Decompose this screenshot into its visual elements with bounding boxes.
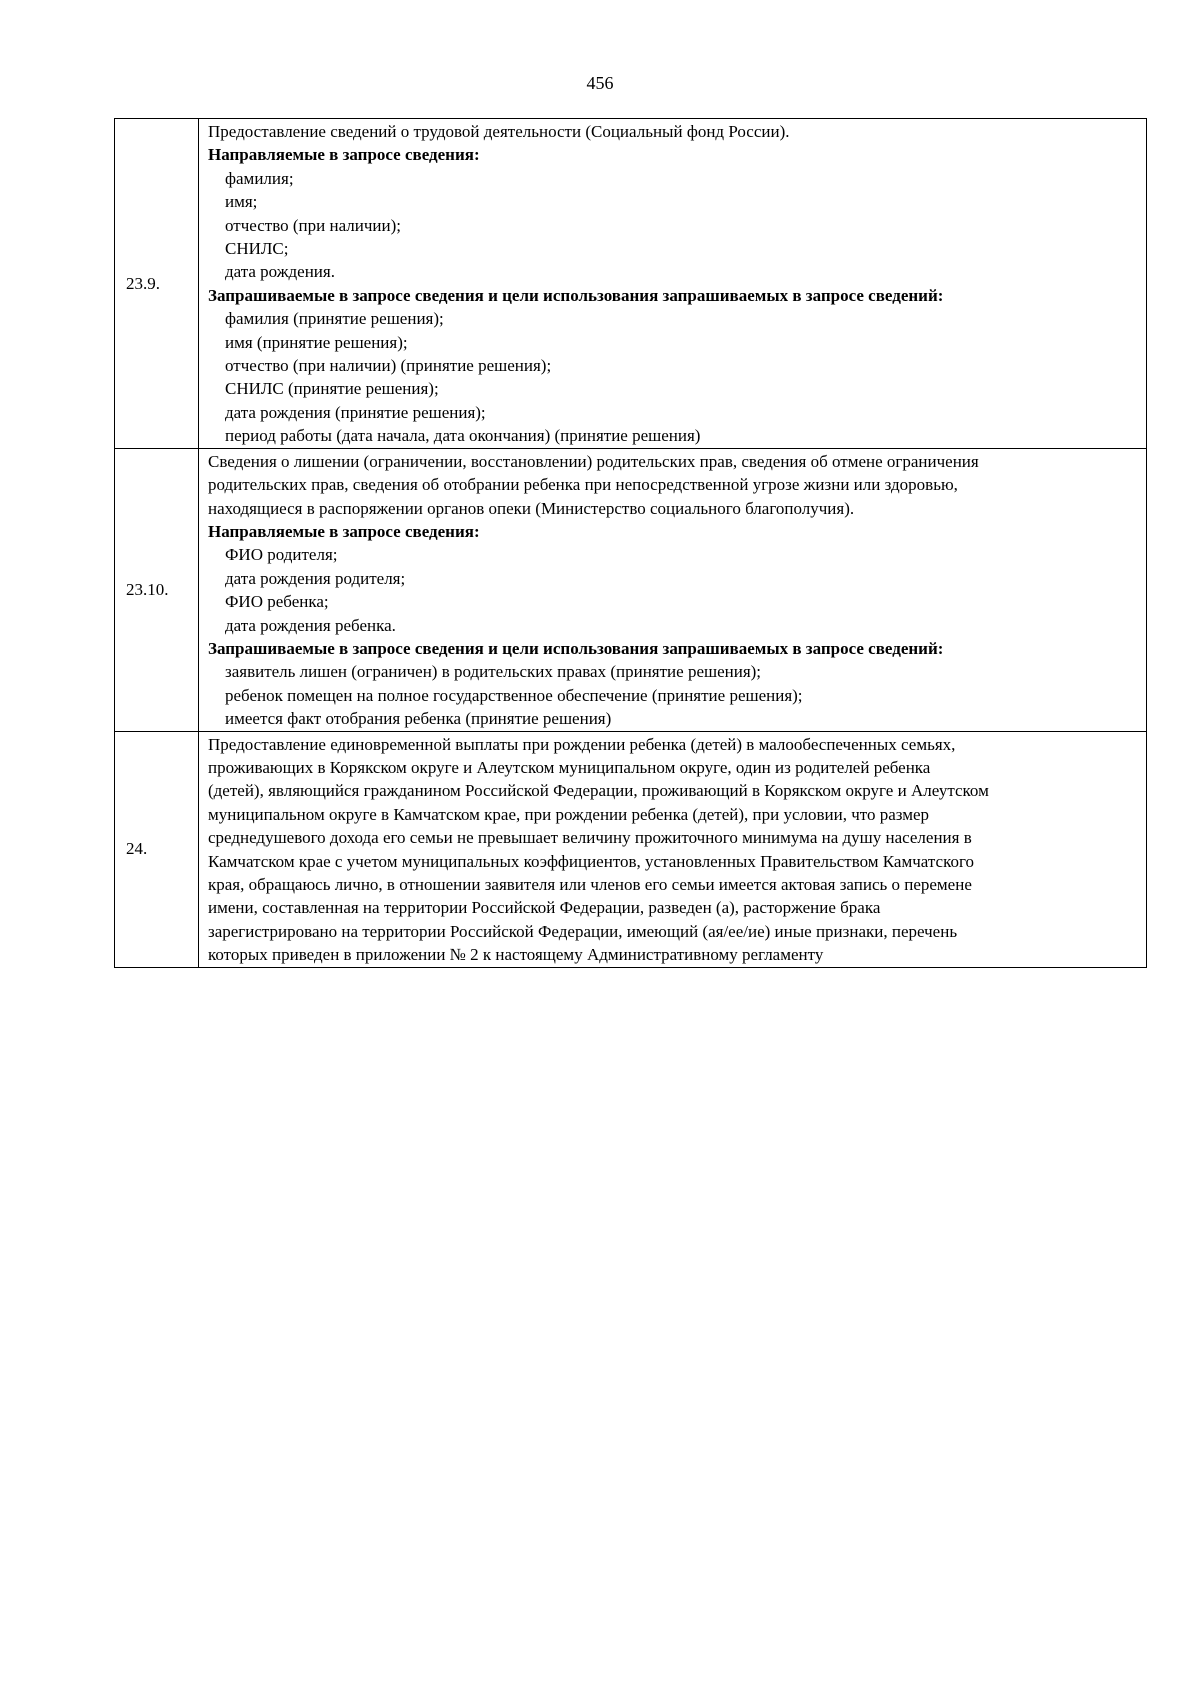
text-line: (детей), являющийся гражданином Российской Федерации, проживающий в Корякском округе и Алеутском xyxy=(208,781,989,801)
requested-heading: Запрашиваемые в запросе сведения и цели использования запрашиваемых в запросе сведений: xyxy=(208,285,944,305)
row-content xyxy=(199,448,1147,731)
list-item: ФИО родителя; xyxy=(225,545,338,565)
list-item: отчество (при наличии); xyxy=(225,215,401,235)
list-item: фамилия; xyxy=(225,168,294,188)
row-number: 24. xyxy=(115,731,199,967)
text-line: Камчатском крае с учетом муниципальных коэффициентов, установленных Правительством Камчатского xyxy=(208,851,975,871)
list-item: СНИЛС (принятие решения); xyxy=(225,379,439,399)
list-item: ребенок помещен на полное государственное обеспечение (принятие решения); xyxy=(225,685,803,705)
row-content xyxy=(199,731,1147,967)
service-title: Предоставление сведений о трудовой деятельности (Социальный фонд России). xyxy=(208,122,790,141)
text-line: имени, составленная на территории Российской Федерации, разведен (а), расторжение брака xyxy=(208,898,881,918)
text-line: муниципальном округе в Камчатском крае, при рождении ребенка (детей), при условии, что размер xyxy=(208,804,930,824)
row-content xyxy=(199,119,1147,449)
page-number: 456 xyxy=(586,73,614,93)
row-number: 23.10. xyxy=(115,448,199,731)
list-item: дата рождения (принятие решения); xyxy=(225,402,486,422)
list-item: отчество (при наличии) (принятие решения); xyxy=(225,356,552,376)
service-title-line: Сведения о лишении (ограничении, восстановлении) родительских прав, сведения об отмене ограничения xyxy=(208,451,979,471)
text-line: зарегистрировано на территории Российской Федерации, имеющий (ая/ее/ие) иные признаки, перечень xyxy=(208,921,958,941)
list-item: дата рождения родителя; xyxy=(225,568,406,588)
services-table xyxy=(114,118,1147,968)
text-line: которых приведен в приложении № 2 к настоящему Административному регламенту xyxy=(208,945,824,965)
sent-heading: Направляемые в запросе сведения: xyxy=(208,521,480,541)
list-item: дата рождения ребенка. xyxy=(225,615,396,635)
list-item: заявитель лишен (ограничен) в родительских правах (принятие решения); xyxy=(225,662,762,682)
table-row-23-9 xyxy=(115,119,1147,449)
row-number: 23.9. xyxy=(115,119,199,449)
sent-heading: Направляемые в запросе сведения: xyxy=(208,145,480,165)
list-item: ФИО ребенка; xyxy=(225,592,329,612)
table-row-24 xyxy=(115,731,1147,967)
table-row-23-10 xyxy=(115,448,1147,731)
list-item: фамилия (принятие решения); xyxy=(225,309,444,329)
list-item: дата рождения. xyxy=(225,262,335,282)
requested-heading: Запрашиваемые в запросе сведения и цели использования запрашиваемых в запросе сведений: xyxy=(208,638,944,658)
text-line: среднедушевого дохода его семьи не превышает величину прожиточного минимума на душу населения в xyxy=(208,828,972,848)
text-line: края, обращаюсь лично, в отношении заявителя или членов его семьи имеется актовая запись о перемене xyxy=(208,875,972,894)
text-line: Предоставление единовременной выплаты при рождении ребенка (детей) в малообеспеченных семьях, xyxy=(208,734,956,754)
list-item: период работы (дата начала, дата окончания) (принятие решения) xyxy=(225,426,701,446)
text-line: проживающих в Корякском округе и Алеутском муниципальном округе, один из родителей ребенка xyxy=(208,757,931,777)
list-item: имя; xyxy=(225,192,258,212)
service-title-line: родительских прав, сведения об отобрании ребенка при непосредственной угрозе жизни или здоровью, xyxy=(208,475,958,495)
list-item: СНИЛС; xyxy=(225,239,289,259)
list-item: имя (принятие решения); xyxy=(225,332,408,352)
list-item: имеется факт отобрания ребенка (принятие решения) xyxy=(225,709,612,729)
service-title-line: находящиеся в распоряжении органов опеки (Министерство социального благополучия). xyxy=(208,498,855,518)
